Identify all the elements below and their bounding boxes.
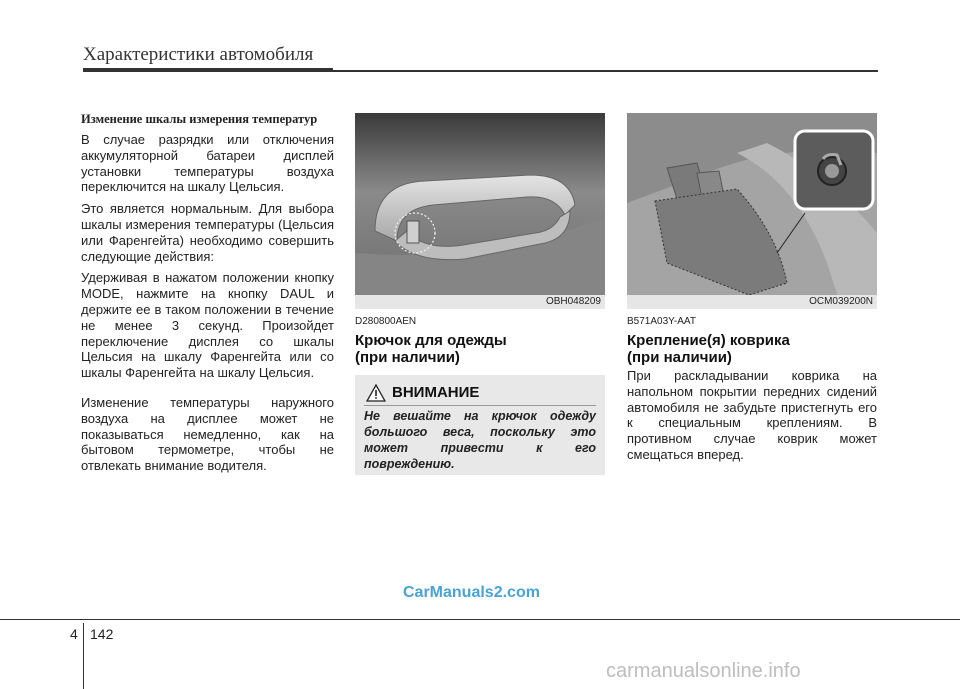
section-title-line: (при наличии)	[627, 349, 732, 366]
image-code: OCM039200N	[627, 295, 877, 309]
coat-hook-illustration	[355, 113, 605, 309]
paragraph: При раскладывании коврика на напольном покрытии передних сидений автомобиля не забудьте пристегнуть его к специальным креплениям. В противном случае коврик может смещаться вперед.	[627, 368, 877, 462]
warning-divider	[364, 405, 596, 406]
warning-title: ВНИМАНИЕ	[392, 384, 480, 401]
section-code: B571A03Y-AAT	[627, 316, 696, 327]
section-code: D280800AEN	[355, 316, 417, 327]
section-title-line: Крючок для одежды	[355, 332, 507, 349]
page-header-title: Характеристики автомобиля	[83, 44, 314, 65]
paragraph: Это является нормальным. Для выбора шкалы измерения температуры (Цельсия или Фаренгейта) необходимо совершить следующие действия:	[81, 201, 334, 264]
paragraph: В случае разрядки или отключения аккумуляторной батареи дисплей установки температуры воздуха переключится на шкалу Цельсия.	[81, 132, 334, 195]
footer-rule	[0, 619, 960, 620]
page-number: 142	[90, 626, 114, 642]
section-title	[355, 332, 507, 366]
temperature-scale-section	[81, 112, 334, 480]
section-title-line: Крепление(я) коврика	[627, 332, 790, 349]
footer-divider	[83, 623, 84, 689]
floor-mat-drawing	[627, 113, 877, 309]
paragraph: Изменение температуры наружного воздуха на дисплее может не показываться немедленно, как на бытовом термометре, чтобы не отвлекать внимание водителя.	[81, 394, 334, 474]
section-title	[627, 332, 790, 366]
section-title-line: (при наличии)	[355, 349, 460, 366]
header-rule-accent	[83, 68, 333, 72]
chapter-number: 4	[70, 626, 78, 642]
paragraph: Удерживая в нажатом положении кнопку MODE, нажмите на кнопку DAUL и держите ее в таком положении в течение не менее 3 секунд. Произойдет переключение дисплея со шкалы Цельсия на шкалу Фаренгейта или со шкалы Фаренгейта на шкалу Цельсия.	[81, 270, 334, 381]
image-code: OBH048209	[355, 295, 605, 309]
watermark-link[interactable]: CarManuals2.com	[403, 584, 540, 601]
warning-text: Не вешайте на крючок одежду большого веса, поскольку это может привести к его повреждению.	[364, 409, 596, 471]
warning-box	[355, 375, 605, 475]
site-watermark: carmanualsonline.info	[606, 660, 801, 682]
warning-triangle-icon	[366, 384, 386, 402]
floor-mat-section	[627, 368, 877, 469]
section-heading: Изменение шкалы измерения температур	[81, 112, 318, 126]
coat-hook-drawing	[355, 113, 605, 309]
floor-mat-illustration	[627, 113, 877, 309]
